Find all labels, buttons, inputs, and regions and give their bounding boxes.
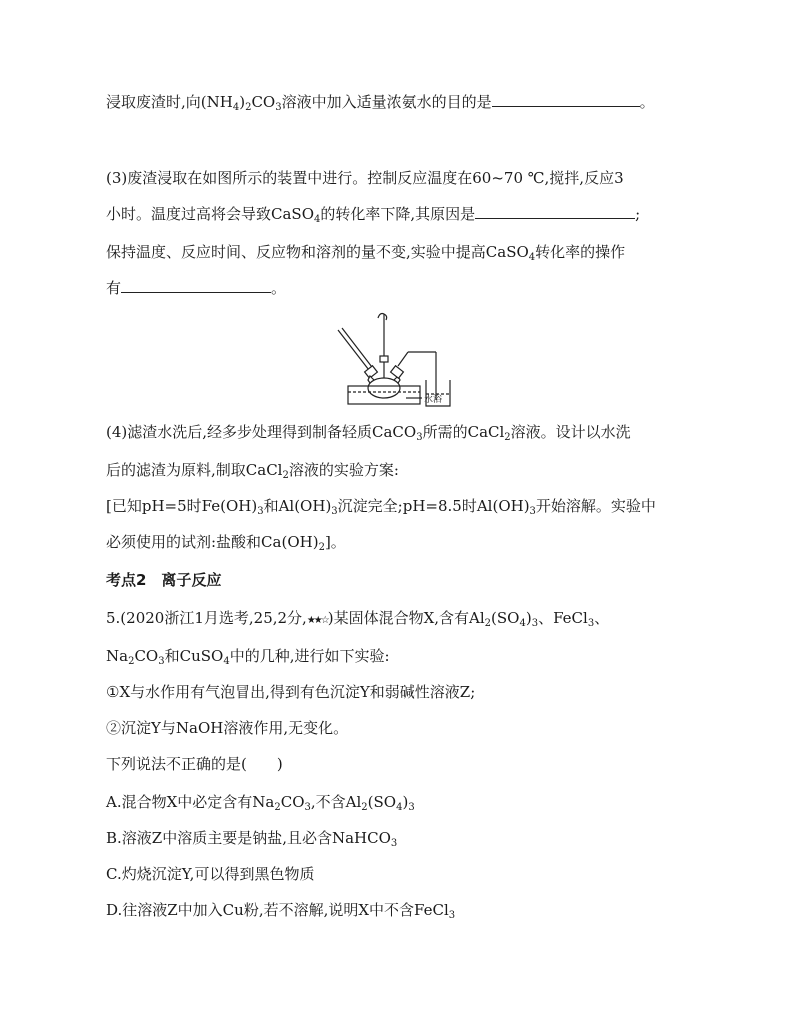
- text: CO: [280, 793, 305, 811]
- right-neck-stopper: [391, 366, 404, 378]
- text: [已知pH=5时Fe(OH): [106, 497, 258, 515]
- water-bath-label: 水浴: [424, 395, 443, 405]
- subscript: 3: [529, 506, 536, 517]
- subscript: 3: [257, 506, 264, 517]
- option-c[interactable]: C.灼烧沉淀Y,可以得到黑色物质: [106, 865, 315, 883]
- q4-line-4: [106, 532, 346, 552]
- text: 溶液。设计以水洗: [510, 423, 631, 441]
- q4-line-1: [106, 422, 631, 442]
- text: ): [239, 93, 246, 111]
- question-leach-line: [106, 92, 655, 112]
- text: ): [525, 609, 532, 627]
- text: 后的滤渣为原料,制取CaCl: [106, 461, 283, 479]
- text: ): [402, 793, 409, 811]
- subscript: 3: [158, 656, 165, 667]
- q3-line-1: (3)废渣浸取在如图所示的装置中进行。控制反应温度在60~70 ℃,搅拌,反应3: [106, 169, 624, 187]
- answer-blank[interactable]: [492, 92, 640, 107]
- q3-line-3: [106, 242, 625, 262]
- subscript: 4: [396, 802, 403, 813]
- stirrer-seal: [380, 356, 388, 362]
- subscript: 3: [390, 838, 398, 849]
- subscript: 2: [128, 656, 135, 667]
- text: B.溶液Z中溶质主要是钠盐,且必含NaHCO: [106, 829, 391, 847]
- text: ]。: [324, 533, 346, 551]
- text: 所需的CaCl: [422, 423, 505, 441]
- text: 5.(2020浙江1月选考,25,2分,: [106, 609, 307, 627]
- subscript: 3: [304, 802, 311, 813]
- difficulty-stars-icon: ★★☆: [306, 615, 328, 626]
- q4-line-3: [106, 496, 656, 516]
- subscript: 4: [519, 618, 526, 629]
- text: 必须使用的试剂:盐酸和Ca(OH): [106, 533, 319, 551]
- subscript: 4: [223, 656, 230, 667]
- q5-line-2: [106, 646, 390, 666]
- text: 转化率的操作: [535, 243, 626, 261]
- gas-tube: [398, 352, 408, 366]
- text: 、FeCl: [538, 609, 588, 627]
- subscript: 3: [408, 802, 415, 813]
- section-title: 考点2 离子反应: [106, 571, 222, 589]
- subscript: 4: [528, 252, 536, 263]
- text: 。: [639, 93, 655, 111]
- subscript: 3: [531, 618, 539, 629]
- text: (SO: [491, 609, 520, 627]
- answer-blank[interactable]: [121, 278, 271, 293]
- text: 小时。温度过高将会导致CaSO: [106, 205, 314, 223]
- subscript: 4: [232, 102, 240, 113]
- q5-question: 下列说法不正确的是( ): [106, 755, 283, 773]
- text: A.混合物X中必定含有Na: [106, 793, 275, 811]
- subscript: 2: [484, 618, 492, 629]
- dropping-tube: [338, 330, 372, 374]
- q5-experiment-2: ②沉淀Y与NaOH溶液作用,无变化。: [106, 719, 349, 737]
- text: ;: [635, 205, 641, 223]
- text: 和CuSO: [164, 647, 224, 665]
- subscript: 2: [318, 542, 325, 553]
- text: 保持温度、反应时间、反应物和溶剂的量不变,实验中提高CaSO: [106, 243, 529, 261]
- subscript: 2: [282, 470, 289, 481]
- text: 浸取废渣时,向(NH: [106, 93, 233, 111]
- text: 有: [106, 279, 122, 297]
- subscript: 2: [361, 802, 368, 813]
- text: 中的几种,进行如下实验:: [229, 647, 390, 665]
- text: 的转化率下降,其原因是: [320, 205, 476, 223]
- text: )某固体混合物X,含有Al: [327, 609, 485, 627]
- subscript: 3: [275, 102, 282, 113]
- text: D.往溶液Z中加入Cu粉,若不溶解,说明X中不含FeCl: [106, 901, 449, 919]
- subscript: 3: [331, 506, 338, 517]
- text: CO: [134, 647, 159, 665]
- subscript: 3: [587, 618, 595, 629]
- text: 溶液的实验方案:: [288, 461, 399, 479]
- option-a[interactable]: [106, 792, 415, 812]
- subscript: 2: [504, 432, 511, 443]
- answer-blank[interactable]: [475, 204, 635, 219]
- q4-line-2: [106, 460, 399, 480]
- text: (4)滤渣水洗后,经多步处理得到制备轻质CaCO: [106, 423, 417, 441]
- dropping-tube: [342, 328, 375, 371]
- q3-line-2: [106, 204, 640, 224]
- q3-line-4: [106, 278, 286, 298]
- reaction-apparatus-figure: [328, 308, 464, 412]
- text: 沉淀完全;pH=8.5时Al(OH): [337, 497, 530, 515]
- text: 开始溶解。实验中: [535, 497, 656, 515]
- text: 。: [271, 279, 287, 297]
- subscript: 3: [448, 910, 456, 921]
- q5-experiment-1: ①X与水作用有气泡冒出,得到有色沉淀Y和弱碱性溶液Z;: [106, 683, 476, 701]
- stirrer-handle: [378, 314, 387, 321]
- text: (SO: [367, 793, 397, 811]
- text: 溶液中加入适量浓氨水的目的是: [281, 93, 492, 111]
- subscript: 3: [416, 432, 423, 443]
- option-d[interactable]: [106, 900, 455, 920]
- text: 和Al(OH): [263, 497, 332, 515]
- subscript: 2: [274, 802, 281, 813]
- q5-line-1: [106, 608, 609, 631]
- text: Na: [106, 647, 129, 665]
- text: ,不含Al: [310, 793, 362, 811]
- text: CO: [251, 93, 276, 111]
- subscript: 4: [314, 214, 321, 225]
- option-b[interactable]: [106, 828, 397, 848]
- flask-body: [368, 378, 400, 398]
- text: 、: [594, 609, 610, 627]
- subscript: 2: [245, 102, 252, 113]
